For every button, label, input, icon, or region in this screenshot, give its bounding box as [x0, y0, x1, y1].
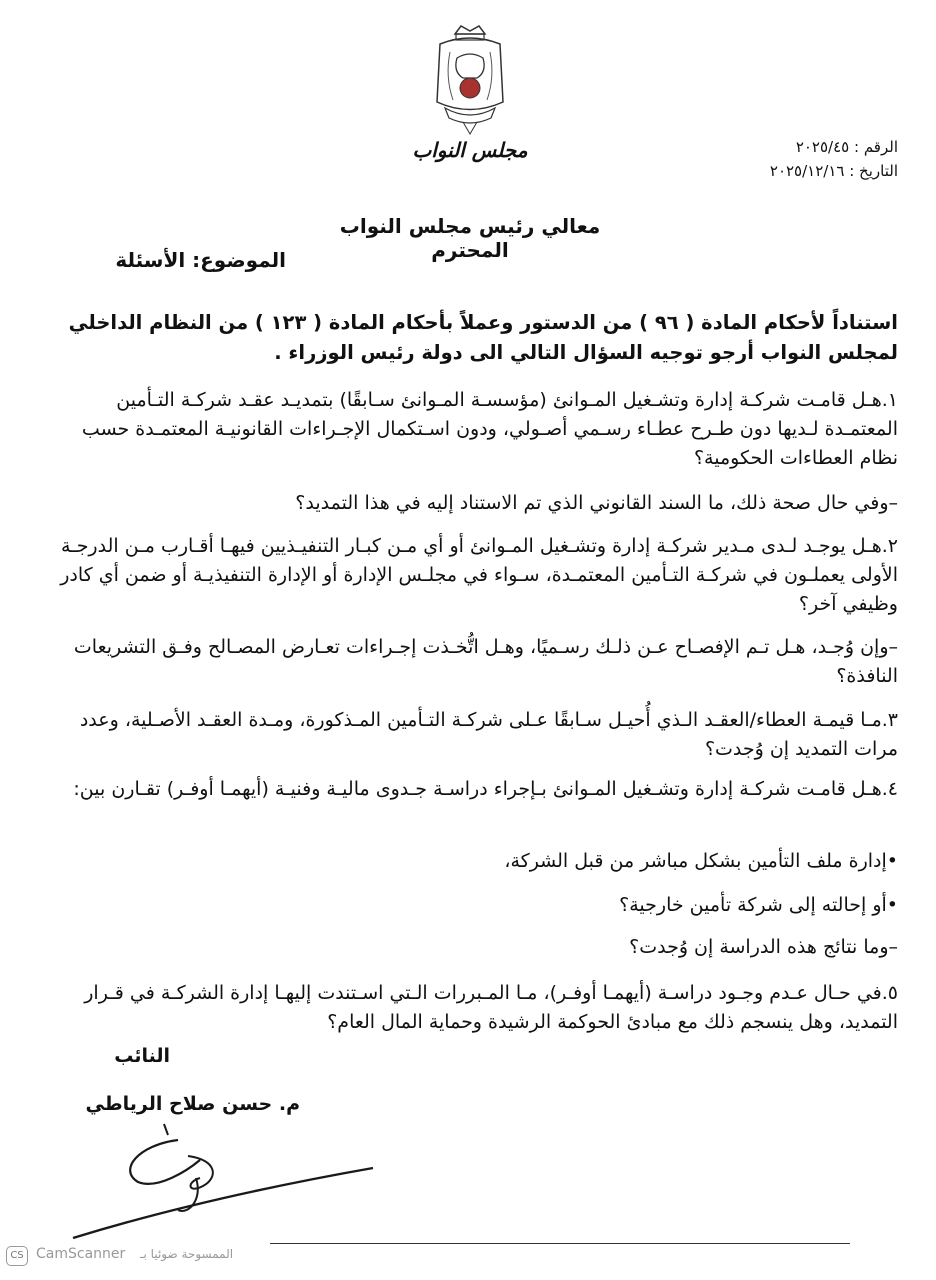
scanner-text: الممسوحة ضوئيا بـ — [140, 1247, 234, 1261]
question-5: ٥.في حـال عـدم وجـود دراسـة (أيهمـا أوفـر)، مـا المـبررات الـتي اسـتندت إليهـا إدارة الشركـة في قـرار التمديد، وهل ينسجم ذلك مع مبادئ الحوكمة الرشيدة وحماية المال العام؟ — [84, 982, 898, 1033]
signatory-name: م. حسن صلاح الرياطي — [85, 1093, 300, 1115]
institution-name: مجلس النواب — [412, 138, 528, 162]
signatory-title: النائب — [114, 1045, 170, 1067]
question-1: ١.هـل قامـت شركـة إدارة وتشـغيل المـوانئ (مؤسسـة المـوانئ سـابقًا) بتمديـد عقـد شركـة التـأمين المعتمـدة لـديها دون طـرح عطـاء رسـمي أصـولي، ودون اسـتكمال الإجـراءات القانونيـة المعتمـدة حسب نظام العطاءات الحكومية؟ — [81, 389, 898, 469]
question-2: ٢.هـل يوجـد لـدى مـدير شركـة إدارة وتشـغيل المـوانئ أو أي مـن كبـار التنفيـذيين فيهـا أقـارب مـن الدرجـة الأولى يعملـون في شركـة التـأمين المعتمـدة، سـواء في مجلـس الإدارة أو الإدارة التنفيذيـة أو ضمن أي كادر وظيفي آخر؟ — [60, 535, 898, 615]
date-label: التاريخ : — [849, 162, 898, 180]
intro-paragraph: استناداً لأحكام المادة ( ٩٦ ) من الدستور وعملاً بأحكام المادة ( ١٢٣ ) من النظام الداخلي لمجلس النواب أرجو توجيه السؤال التالي الى دولة رئيس الوزراء . — [68, 311, 898, 364]
addressee: معالي رئيس مجلس النواب المحترم — [339, 214, 601, 262]
question-4: ٤.هـل قامـت شركـة إدارة وتشـغيل المـوانئ بـإجراء دراسـة جـدوى ماليـة وفنيـة (أيهمـا أوفـر) تقـارن بين: — [73, 778, 898, 800]
handwritten-signature — [68, 1120, 378, 1250]
question-4-followup: –وما نتائج هذه الدراسة إن وُجدت؟ — [629, 936, 898, 958]
footer-rule — [270, 1243, 850, 1244]
question-1-followup: –وفي حال صحة ذلك، ما السند القانوني الذي تم الاستناد إليه في هذا التمديد؟ — [295, 492, 898, 514]
subject-line: الموضوع: الأسئلة — [115, 248, 286, 272]
camscanner-logo-icon: CS — [6, 1246, 28, 1266]
reference-number-value: ٢٠٢٥/٤٥ — [795, 138, 850, 156]
question-3: ٣.مـا قيمـة العطاء/العقـد الـذي أُحيـل سـابقًا عـلى شركـة التـأمين المـذكورة، ومـدة العقـد الأصـلية، وعدد مرات التمديد إن وُجدت؟ — [79, 709, 898, 760]
scanner-brand: CamScanner — [36, 1246, 126, 1262]
scanner-watermark — [6, 1244, 266, 1268]
date-row — [698, 159, 898, 183]
date-value: ٢٠٢٥/١٢/١٦ — [769, 162, 845, 180]
reference-number-row — [698, 135, 898, 159]
question-2-followup: –وإن وُجـد، هـل تـم الإفصـاح عـن ذلـك رسـميًا، وهـل اتُّخـذت إجـراءات تعـارض المصـالح وفـق التشريعات النافذة؟ — [73, 636, 898, 687]
question-4-bullet-2: •أو إحالته إلى شركة تأمين خارجية؟ — [619, 894, 898, 916]
reference-block — [698, 135, 898, 183]
reference-number-label: الرقم : — [854, 138, 898, 156]
question-4-bullet-1: •إدارة ملف التأمين بشكل مباشر من قبل الشركة، — [504, 850, 898, 872]
coat-of-arms-emblem — [425, 22, 515, 137]
